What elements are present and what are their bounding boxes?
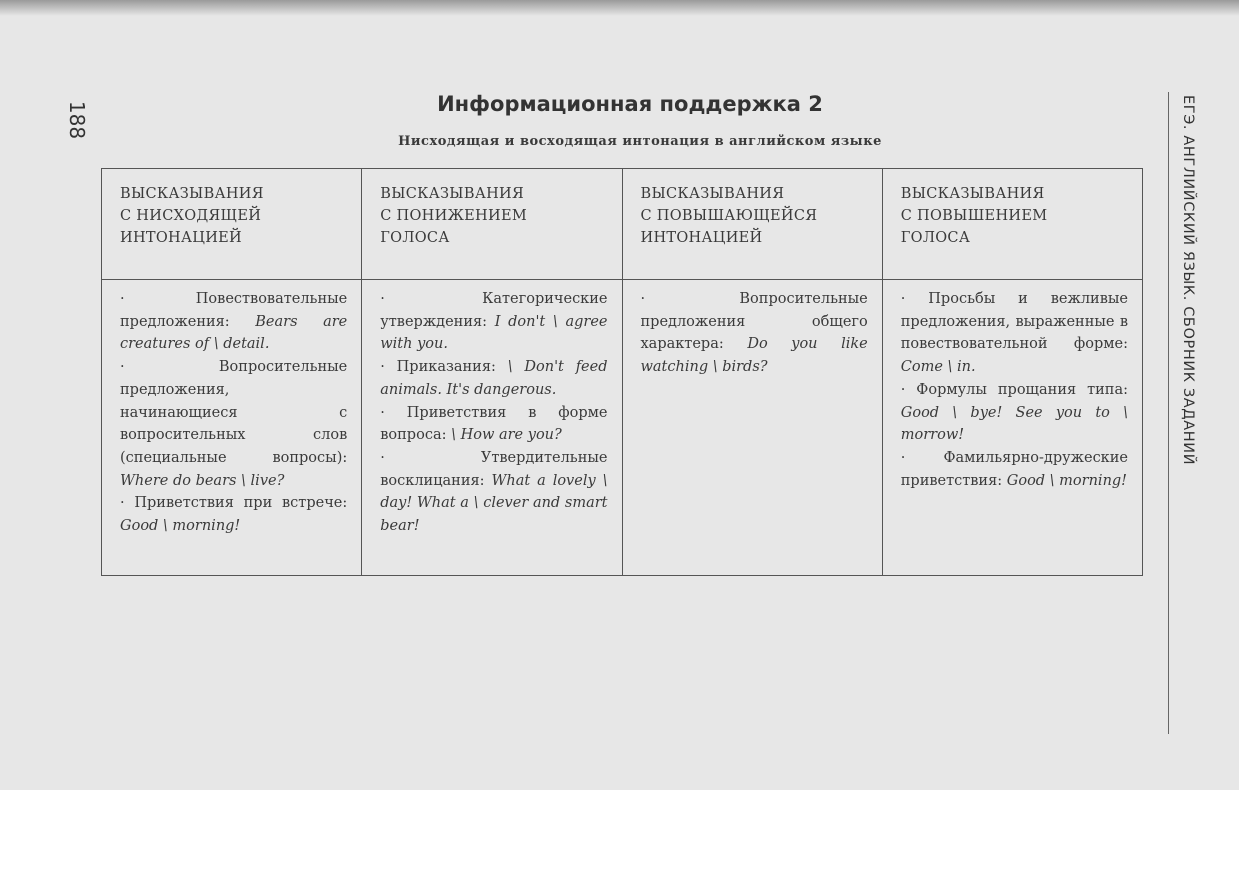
list-item (380, 447, 607, 538)
list-item (901, 288, 1128, 379)
item-example: Good \ bye! See you to \ morrow! (900, 404, 1128, 444)
list-item (901, 447, 1128, 492)
header-line: ВЫСКАЗЫВАНИЯ (380, 186, 525, 202)
item-example: Do you like watching \ birds? (640, 336, 868, 376)
list-item (380, 356, 607, 401)
list-item (380, 288, 607, 356)
list-item (120, 492, 347, 537)
list-item (641, 288, 868, 379)
header-line: ВЫСКАЗЫВАНИЯ (640, 186, 785, 202)
header-line: С НИСХОДЯЩЕЙ (120, 208, 262, 224)
item-text: · Приветствия при встрече: (120, 495, 348, 512)
item-example: \ Don't feed animals. It's dangerous. (380, 359, 608, 398)
side-rule (1168, 92, 1169, 734)
item-example: I don't \ agree with you. (380, 313, 608, 353)
item-text: · Фамильярно-дружеские приветствия: (900, 449, 1128, 489)
table-cell (362, 280, 622, 576)
item-example: Come \ in. (900, 359, 976, 376)
header-line: ИНТОНАЦИЕЙ (120, 230, 242, 246)
item-text: · Формулы прощания типа: (900, 381, 1128, 398)
header-line: ГОЛОСА (380, 230, 450, 246)
page-number: 188 (65, 100, 89, 140)
list-item (120, 288, 347, 356)
side-running-title: ЕГЭ. АНГЛИЙСКИЙ ЯЗЫК. СБОРНИК ЗАДАНИЙ (1180, 95, 1196, 466)
header-line: С ПОНИЖЕНИЕМ (380, 208, 527, 224)
page-title: Информационная поддержка 2 (437, 92, 823, 116)
item-example: \ How are you? (451, 427, 562, 444)
item-example: Good \ morning! (1006, 472, 1128, 489)
table-cell (882, 280, 1142, 576)
table-cell (102, 280, 362, 576)
item-example: Bears are creatures of \ detail. (120, 313, 348, 353)
table-cell (622, 280, 882, 576)
list-item (380, 402, 607, 447)
table-row (102, 280, 1143, 576)
header-cell (362, 169, 622, 280)
scan-shadow (0, 0, 1239, 16)
item-text: · Приветствия в форме вопроса: (380, 404, 608, 444)
list-item (120, 356, 347, 492)
header-line: С ПОВЫШЕНИЕМ (900, 208, 1048, 224)
table-header-row (102, 169, 1143, 280)
header-line: ИНТОНАЦИЕЙ (640, 230, 763, 246)
item-example: What a lovely \ day! What a \ clever and smart bear! (380, 472, 608, 535)
header-cell (622, 169, 882, 280)
header-line: ВЫСКАЗЫВАНИЯ (120, 186, 264, 202)
item-text: · Категорические утверждения: (380, 291, 608, 330)
item-text: · Приказания: (380, 359, 508, 376)
header-line: С ПОВЫШАЮЩЕЙСЯ (640, 208, 818, 224)
header-cell (102, 169, 362, 280)
header-line: ВЫСКАЗЫВАНИЯ (900, 186, 1045, 202)
list-item (901, 379, 1128, 447)
item-text: · Вопросительные предложения, начинающиеся с вопросительных слов (специальные вопросы): (120, 359, 348, 466)
item-text: · Вопросительные предложения общего характера: (640, 291, 868, 353)
item-text: · Повествовательные предложения: (120, 291, 348, 330)
item-text: · Просьбы и вежливые предложения, выраженные в повествовательной форме: (900, 291, 1128, 353)
item-example: Good \ morning! (120, 518, 241, 535)
header-line: ГОЛОСА (900, 230, 971, 246)
page-subtitle: Нисходящая и восходящая интонация в английском языке (398, 134, 882, 149)
item-example: Where do bears \ live? (120, 472, 285, 489)
item-text: · Утвердительные восклицания: (380, 449, 608, 489)
intonation-table (101, 168, 1143, 576)
header-cell (882, 169, 1142, 280)
